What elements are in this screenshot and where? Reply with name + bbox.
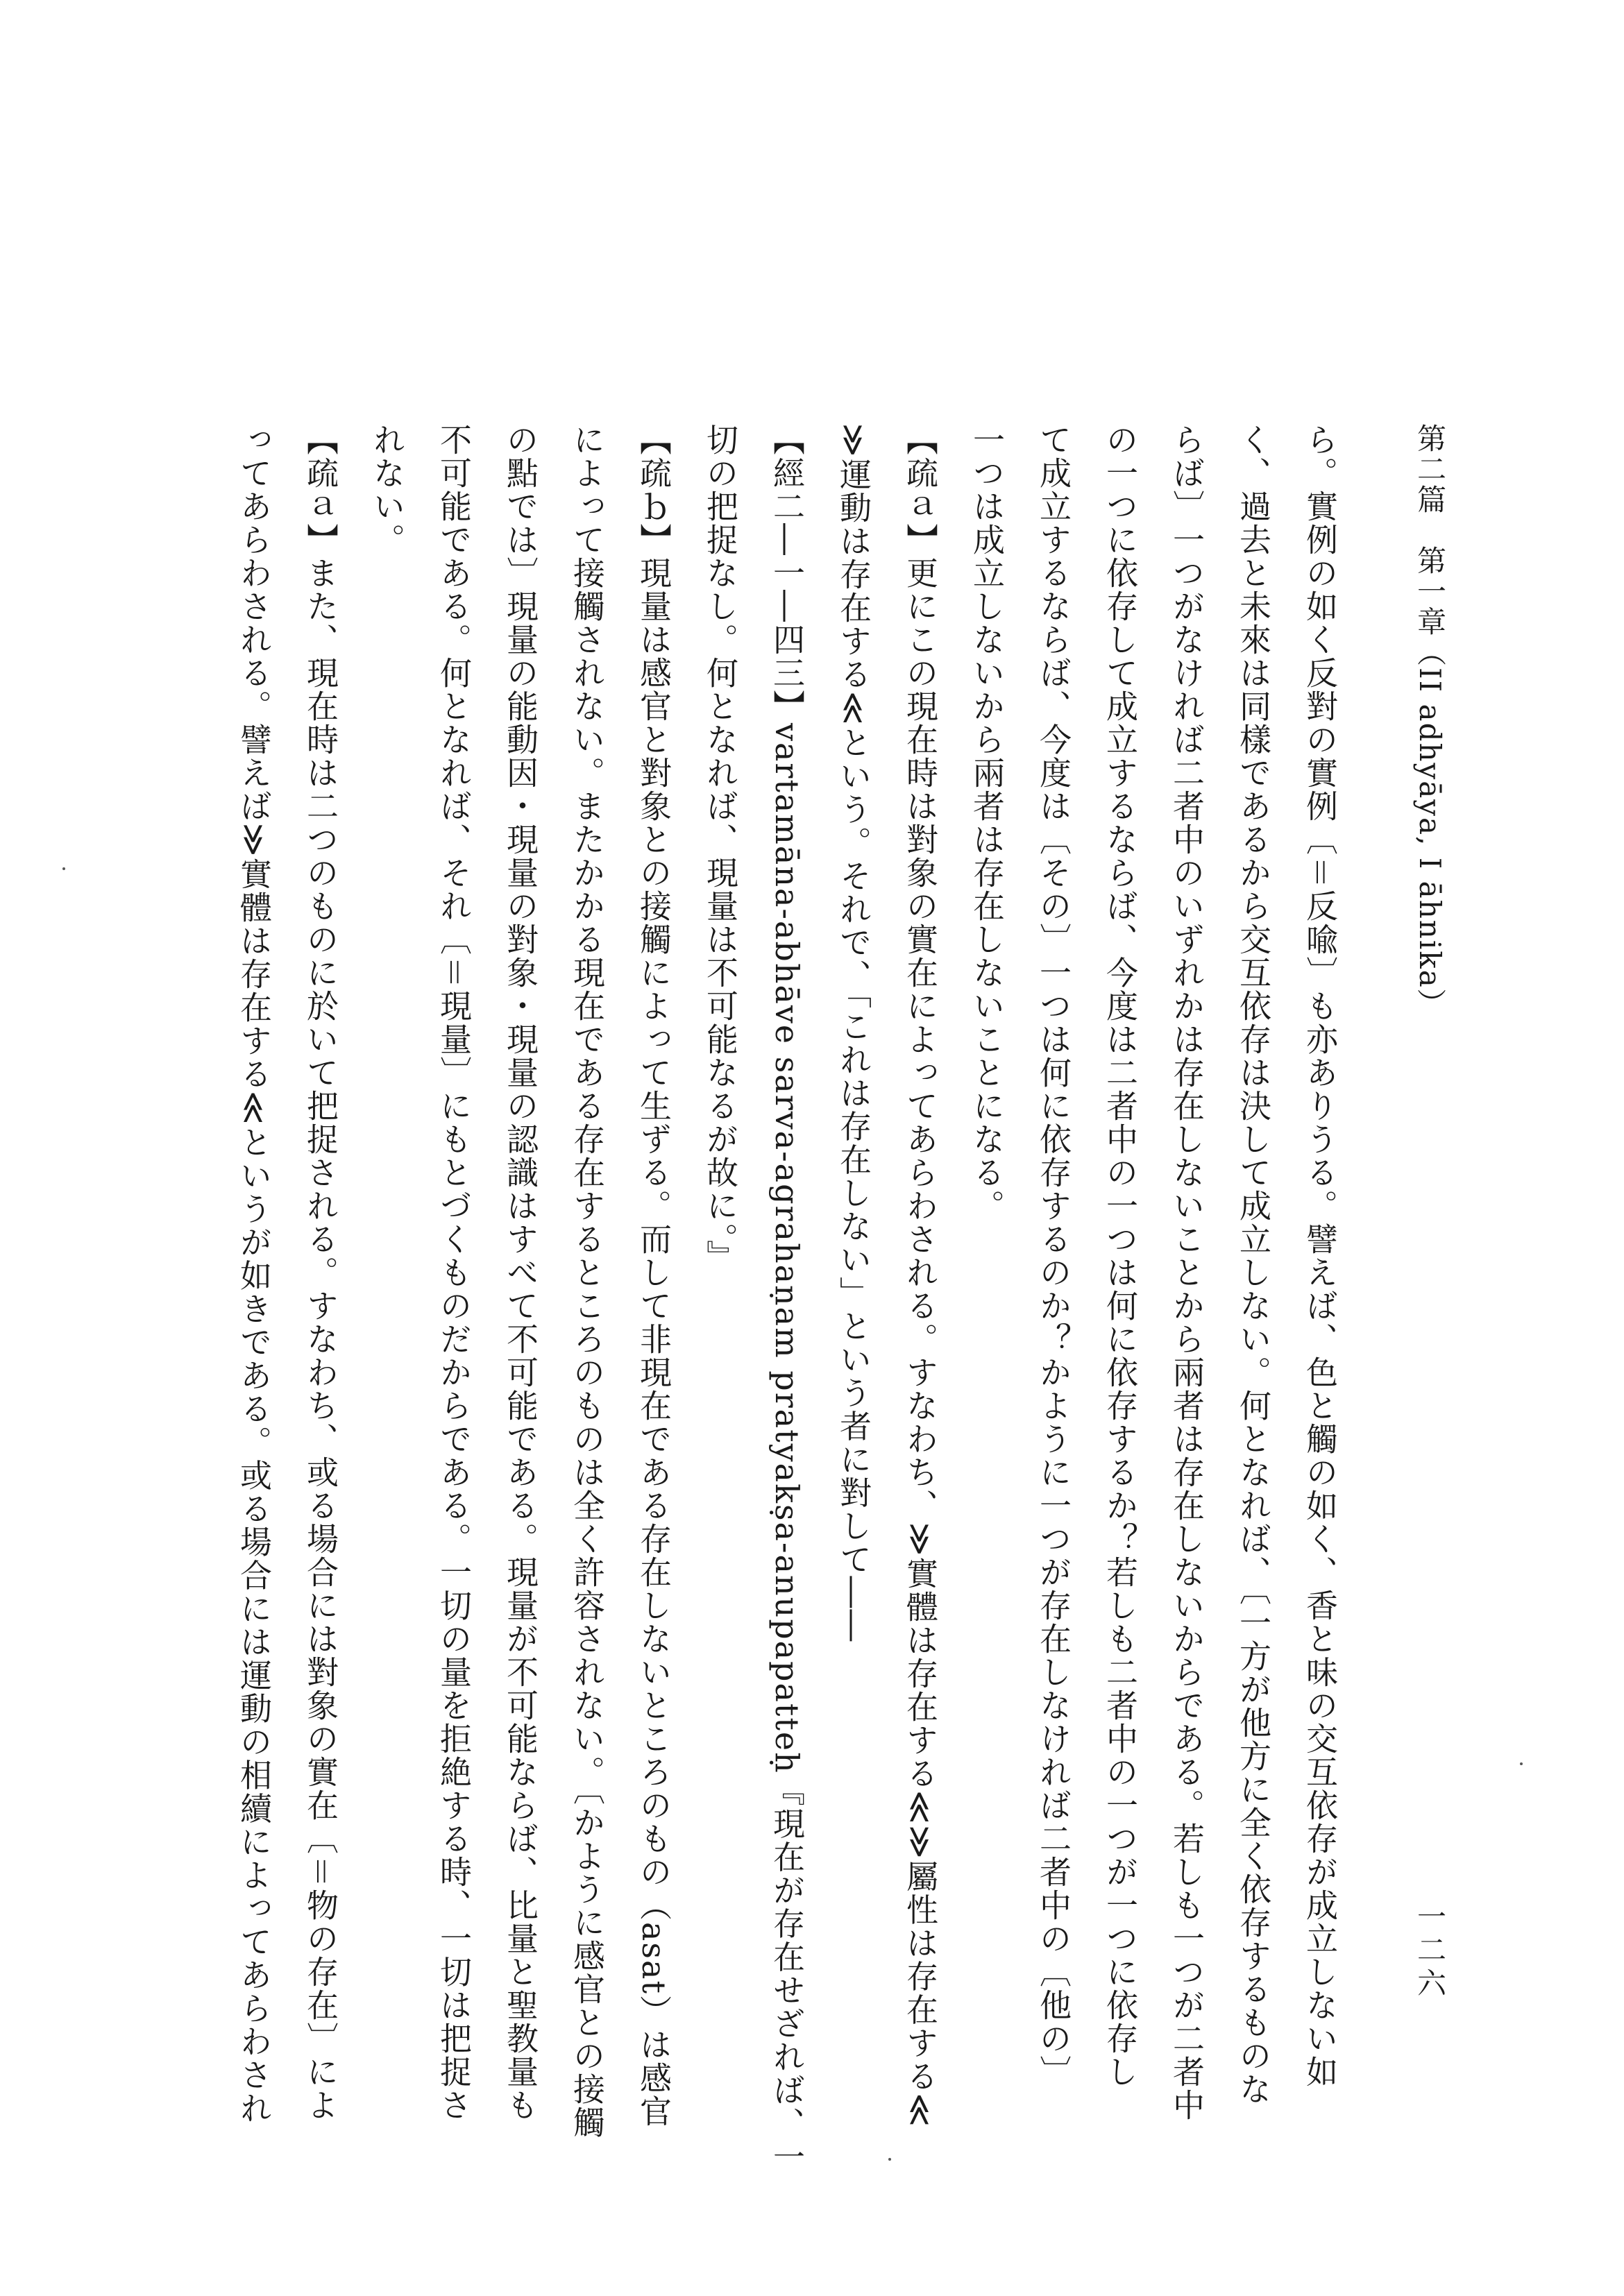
text-line: ってあらわされる。譬えば≫實體は存在する≪というが如きである。或る場合には運動の相續によってあらわされ (235, 423, 273, 2125)
text-line: の一つに依存して成立するならば、今度は二者中の一つは何に依存するか？若しも二者中の一つが一つに依存し (1101, 423, 1139, 2089)
text-line: 【經二―一―四三】vartamāna-abhāve sarva-agrahaṇam pratyakṣa-anupapatteḥ『現在が存在せざれば、一 (768, 423, 806, 2174)
text-line: 【疏ａ】また、現在時は二つのものに於いて把捉される。すなわち、或る場合には對象の實在〔＝物の存在〕によ (302, 423, 339, 2122)
scan-speck (1520, 1762, 1523, 1765)
scan-speck (888, 2158, 891, 2161)
text-line: 不可能である。何となれば、それ〔＝現量〕にもとづくものだからである。一切の量を拒絶する時、一切は把捉さ (435, 423, 473, 2122)
text-line: く、過去と未來は同樣であるから交互依存は決して成立しない。何となれば、〔一方が他方に全く依存するものな (1235, 423, 1272, 2106)
page-number: 一二六 (1413, 1901, 1447, 2001)
text-line: の點では〕現量の能動因・現量の對象・現量の認識はすべて不可能である。現量が不可能ならば、比量と聖教量も (502, 423, 539, 2122)
body-text (221, 423, 1353, 2174)
text-line: ら。實例の如く反對の實例〔＝反喩〕も亦ありうる。譬えば、色と觸の如く、香と味の交互依存が成立しない如 (1301, 423, 1339, 2089)
text-line: 【疏ａ】更にこの現在時は對象の實在によってあらわされる。すなわち、≫實體は存在する≪≫屬性は存在する≪ (902, 423, 939, 2128)
scan-speck (62, 867, 65, 870)
text-line: ≫運動は存在する≪という。それで、「これは存在しない」という者に對して―― (835, 423, 872, 1643)
text-line: 一つは成立しないから兩者は存在しないことになる。 (968, 423, 1006, 1223)
text-line: て成立するならば、今度は〔その〕一つは何に依存するのか？かように一つが存在しなければ二者中の〔他の〕 (1035, 423, 1072, 2089)
text-line: によって接觸されない。またかかる現在である存在するところのものは全く許容されない。〔かように感官との接觸 (568, 423, 606, 2139)
text-line: らば〕一つがなければ二者中のいずれかは存在しないことから兩者は存在しないからである。若しも一つが二者中 (1168, 423, 1206, 2122)
text-line: れない。 (369, 423, 406, 556)
running-head: 第二篇 第一章（II adhyāya, I āhnika） (1413, 423, 1447, 1019)
text-line: 切の把捉なし。何となれば、現量は不可能なるが故に。』 (702, 423, 739, 1273)
text-line: 【疏ｂ】現量は感官と對象との接觸によって生ずる。而して非現在である存在しないところのもの（asat）は感官 (635, 423, 673, 2128)
